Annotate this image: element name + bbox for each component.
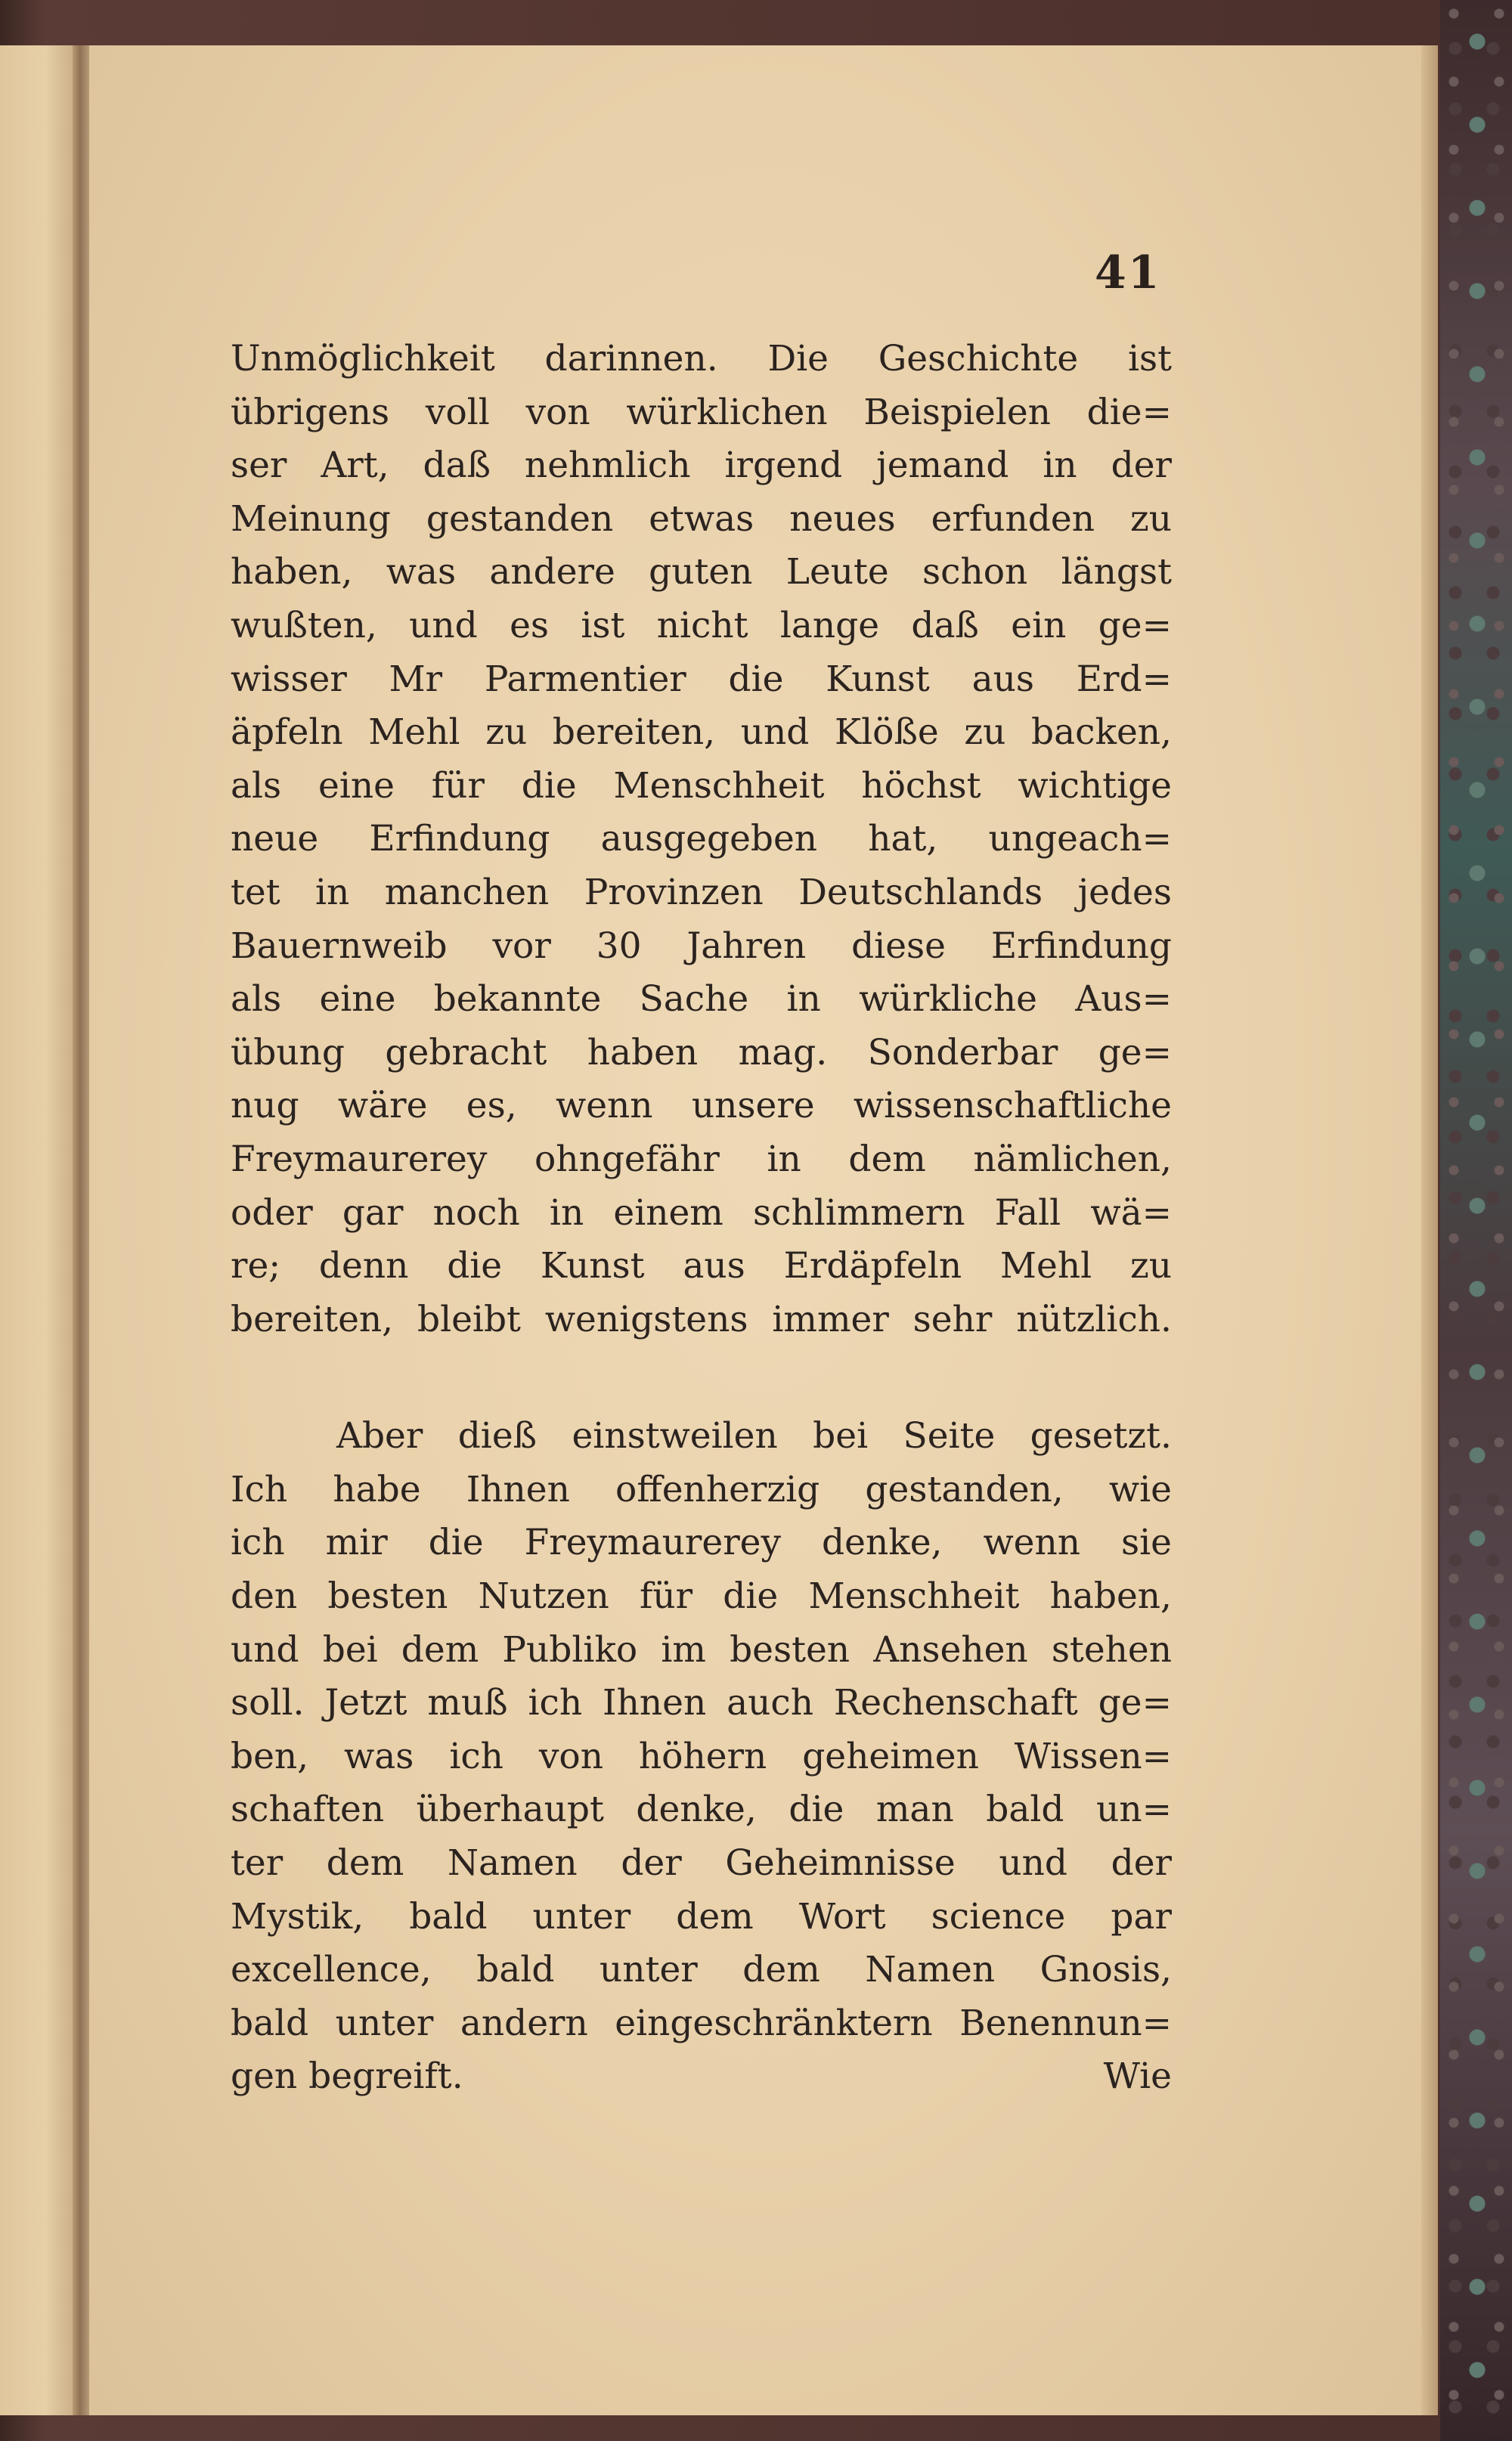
text-line: oder gar noch in einem schlimmern Fall wä= — [231, 1191, 1172, 1234]
text-line: Unmöglichkeit darinnen. Die Geschichte ist — [231, 338, 1172, 379]
text-line: ter dem Namen der Geheimnisse und der — [231, 1842, 1172, 1885]
text-line: als eine für die Menschheit höchst wichtige — [231, 764, 1172, 807]
text-line: Meinung gestanden etwas neues erfunden zu — [231, 497, 1172, 540]
paragraph-2 — [231, 1410, 1172, 2104]
text-line: ich mir die Freymaurerey denke, wenn sie — [231, 1522, 1172, 1564]
text-line-with-catchword — [231, 2050, 1172, 2104]
text-line: wußten, und es ist nicht lange daß ein ge= — [231, 604, 1172, 646]
paragraph-1 — [231, 333, 1172, 1346]
text-line: bald unter andern eingeschränktern Benennun= — [231, 2002, 1172, 2044]
text-line: soll. Jetzt muß ich Ihnen auch Rechenschaft ge= — [231, 1682, 1172, 1724]
text-line: äpfeln Mehl zu bereiten, und Klöße zu backen, — [231, 711, 1172, 754]
text-line: und bei dem Publiko im besten Ansehen stehen — [231, 1628, 1172, 1671]
page-number: 41 — [1095, 246, 1161, 299]
text-line: Ich habe Ihnen offenherzig gestanden, wie — [231, 1468, 1172, 1510]
text-line: schaften überhaupt denke, die man bald un= — [231, 1789, 1172, 1831]
text-line: gen begreift. — [231, 2055, 463, 2098]
book-gutter — [73, 45, 89, 2415]
text-line: ben, was ich von höhern geheimen Wissen= — [231, 1735, 1172, 1777]
text-line: neue Erfindung ausgegeben hat, ungeach= — [231, 818, 1172, 860]
text-line: bereiten, bleibt wenigstens immer sehr nützlich. — [231, 1298, 1172, 1340]
text-line: übung gebracht haben mag. Sonderbar ge= — [231, 1031, 1172, 1073]
text-line: übrigens voll von würklichen Beispielen die= — [231, 391, 1172, 433]
text-line: als eine bekannte Sache in würkliche Aus= — [231, 978, 1172, 1021]
page-edge — [1421, 45, 1438, 2415]
text-line: excellence, bald unter dem Namen Gnosis, — [231, 1949, 1172, 1991]
body-text — [231, 333, 1172, 2104]
left-page-edge — [0, 45, 76, 2415]
text-line: Freymaurerey ohngefähr in dem nämlichen, — [231, 1138, 1172, 1180]
text-line: haben, was andere guten Leute schon längst — [231, 551, 1172, 593]
catchword: Wie — [1103, 2055, 1172, 2098]
marbled-cover-edge — [1440, 0, 1512, 2441]
paragraph-gap — [231, 1346, 1172, 1410]
text-line: re; denn die Kunst aus Erdäpfeln Mehl zu — [231, 1245, 1172, 1287]
text-line: Bauernweib vor 30 Jahren diese Erfindung — [231, 925, 1172, 967]
text-line: Aber dieß einstweilen bei Seite gesetzt. — [336, 1415, 1172, 1457]
text-line: wisser Mr Parmentier die Kunst aus Erd= — [231, 658, 1172, 700]
text-line: tet in manchen Provinzen Deutschlands jedes — [231, 871, 1172, 913]
text-line: nug wäre es, wenn unsere wissenschaftliche — [231, 1085, 1172, 1127]
text-line: den besten Nutzen für die Menschheit haben, — [231, 1575, 1172, 1618]
text-line: Mystik, bald unter dem Wort science par — [231, 1895, 1172, 1938]
text-line: ser Art, daß nehmlich irgend jemand in der — [231, 445, 1172, 487]
